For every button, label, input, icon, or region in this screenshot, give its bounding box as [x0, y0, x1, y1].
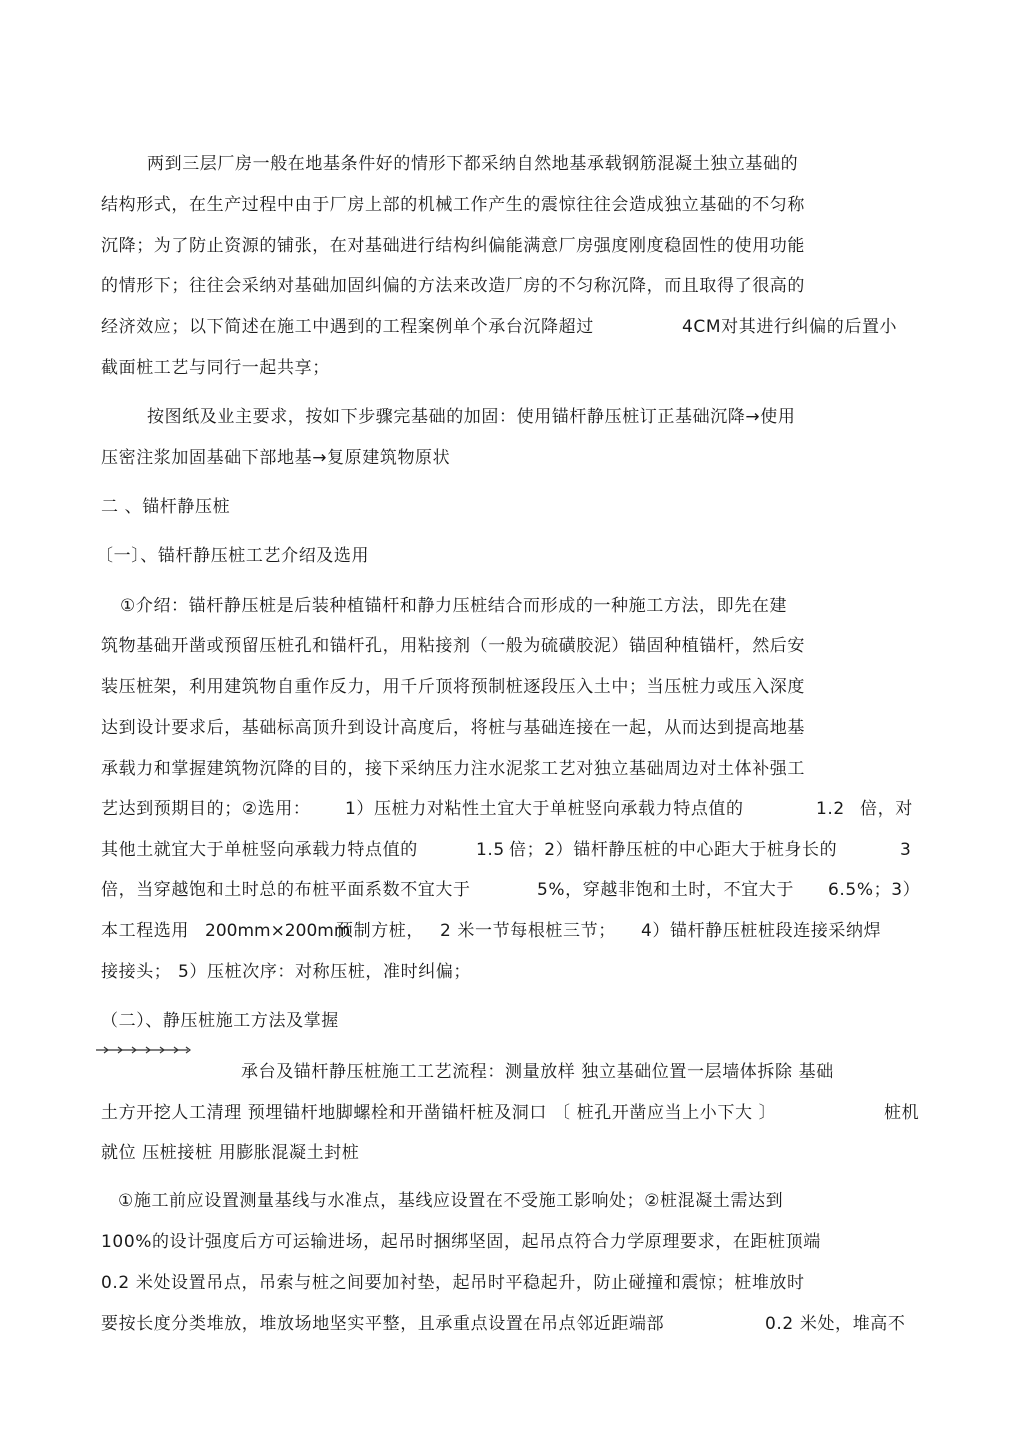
intro-line-3: 沉降；为了防止资源的铺张，在对基础进行结构纠偏能满意厂房强度刚度稳固性的使用功能 [101, 236, 805, 256]
flow-line-3: 就位 压桩接桩 用膨胀混凝土封桩 [101, 1143, 360, 1163]
flow-line-1: 承台及锚杆静压桩施工工艺流程：测量放样 独立基础位置一层墙体拆除 基础 [241, 1062, 834, 1082]
sub1-line-10a: 接接头； [101, 962, 172, 982]
req-line-4a: 要按长度分类堆放，堆放场地坚实平整，且承重点设置在吊点邻近距端部 [101, 1314, 665, 1334]
intro-line-2: 结构形式，在生产过程中由于厂房上部的机械工作产生的震惊往往会造成独立基础的不匀称 [101, 195, 805, 215]
sub1-line-9a: 本工程选用 [101, 921, 189, 941]
sub1-line-10b: 5）压桩次序：对称压桩，准时纠偏； [178, 962, 472, 982]
sub1-line-7a: 其他土就宜大于单桩竖向承载力特点值的 [101, 840, 418, 860]
steps-line-2: 压密注浆加固基础下部地基→复原建筑物原状 [101, 448, 451, 468]
sub1-line-7b: 1.5 [476, 840, 505, 860]
section-2-title: 二 、锚杆静压桩 [101, 497, 231, 517]
sub1-line-6c: 1.2 [816, 799, 845, 819]
flow-line-2b: 桩机 [884, 1103, 920, 1123]
sub1-line-3: 装压桩架，利用建筑物自重作反力，用千斤顶将预制桩逐段压入土中；当压桩力或压入深度 [101, 677, 805, 697]
sub1-line-6b: 1）压桩力对粘性土宜大于单桩竖向承载力特点值的 [345, 799, 744, 819]
intro-line-6: 截面桩工艺与同行一起共享； [101, 358, 330, 378]
sub1-line-9c: 预制方桩， [336, 921, 424, 941]
sub1-line-7c: 倍；2）锚杆静压桩的中心距大于桩身长的 [509, 840, 838, 860]
sub1-line-8b: 5%，穿越非饱和土时，不宜大于 [537, 880, 794, 900]
sub1-line-5: 承载力和掌握建筑物沉降的目的，接下采纳压力注水泥浆工艺对独立基础周边对土体补强工 [101, 759, 805, 779]
sub1-line-9e: 4）锚杆静压桩桩段连接采纳焊 [641, 921, 882, 941]
sub1-line-4: 达到设计要求后，基础标高顶升到设计高度后，将桩与基础连接在一起，从而达到提高地基 [101, 718, 805, 738]
sub1-line-8c: 6.5%；3） [828, 880, 921, 900]
sub1-line-8a: 倍，当穿越饱和土时总的布桩平面系数不宜大于 [101, 880, 471, 900]
sub1-line-9b: 200mm×200mm [205, 921, 351, 941]
sub1-line-1: ①介绍：锚杆静压桩是后装种植锚杆和静力压桩结合而形成的一种施工方法，即先在建 [120, 596, 788, 616]
subsection-2-title: （二）、静压桩施工方法及掌握 [101, 1011, 339, 1031]
flow-arrows-icon [96, 1046, 192, 1054]
req-line-4b: 0.2 米处，堆高不 [765, 1314, 906, 1334]
sub1-line-9d: 2 米一节每根桩三节； [440, 921, 616, 941]
req-line-3: 0.2 米处设置吊点，吊索与桩之间要加衬垫，起吊时平稳起升，防止碰撞和震惊；桩堆放时 [101, 1273, 805, 1293]
sub1-line-7d: 3 [900, 840, 912, 860]
intro-line-4: 的情形下；往往会采纳对基础加固纠偏的方法来改造厂房的不匀称沉降，而且取得了很高的 [101, 276, 805, 296]
sub1-line-2: 筑物基础开凿或预留压桩孔和锚杆孔，用粘接剂（一般为硫磺胶泥）锚固种植锚杆，然后安 [101, 636, 805, 656]
intro-line-1: 两到三层厂房一般在地基条件好的情形下都采纳自然地基承载钢筋混凝土独立基础的 [147, 154, 799, 174]
intro-line-5a: 经济效应；以下简述在施工中遇到的工程案例单个承台沉降超过 [101, 317, 594, 337]
intro-line-5b: 4CM对其进行纠偏的后置小 [682, 317, 898, 337]
flow-line-2a: 土方开挖人工清理 预埋锚杆地脚螺栓和开凿锚杆桩及洞口 〔 桩孔开凿应当上小下大 〕 [101, 1103, 777, 1123]
sub1-line-6a: 艺达到预期目的；②选用： [101, 799, 311, 819]
subsection-1-title: 〔一〕、锚杆静压桩工艺介绍及选用 [96, 546, 370, 566]
req-line-2: 100%的设计强度后方可运输进场，起吊时捆绑坚固，起吊点符合力学原理要求，在距桩顶端 [101, 1232, 821, 1252]
steps-line-1: 按图纸及业主要求，按如下步骤完基础的加固：使用锚杆静压桩订正基础沉降→使用 [147, 407, 796, 427]
sub1-line-6d: 倍，对 [860, 799, 913, 819]
req-line-1: ①施工前应设置测量基线与水准点，基线应设置在不受施工影响处；②桩混凝土需达到 [118, 1191, 784, 1211]
